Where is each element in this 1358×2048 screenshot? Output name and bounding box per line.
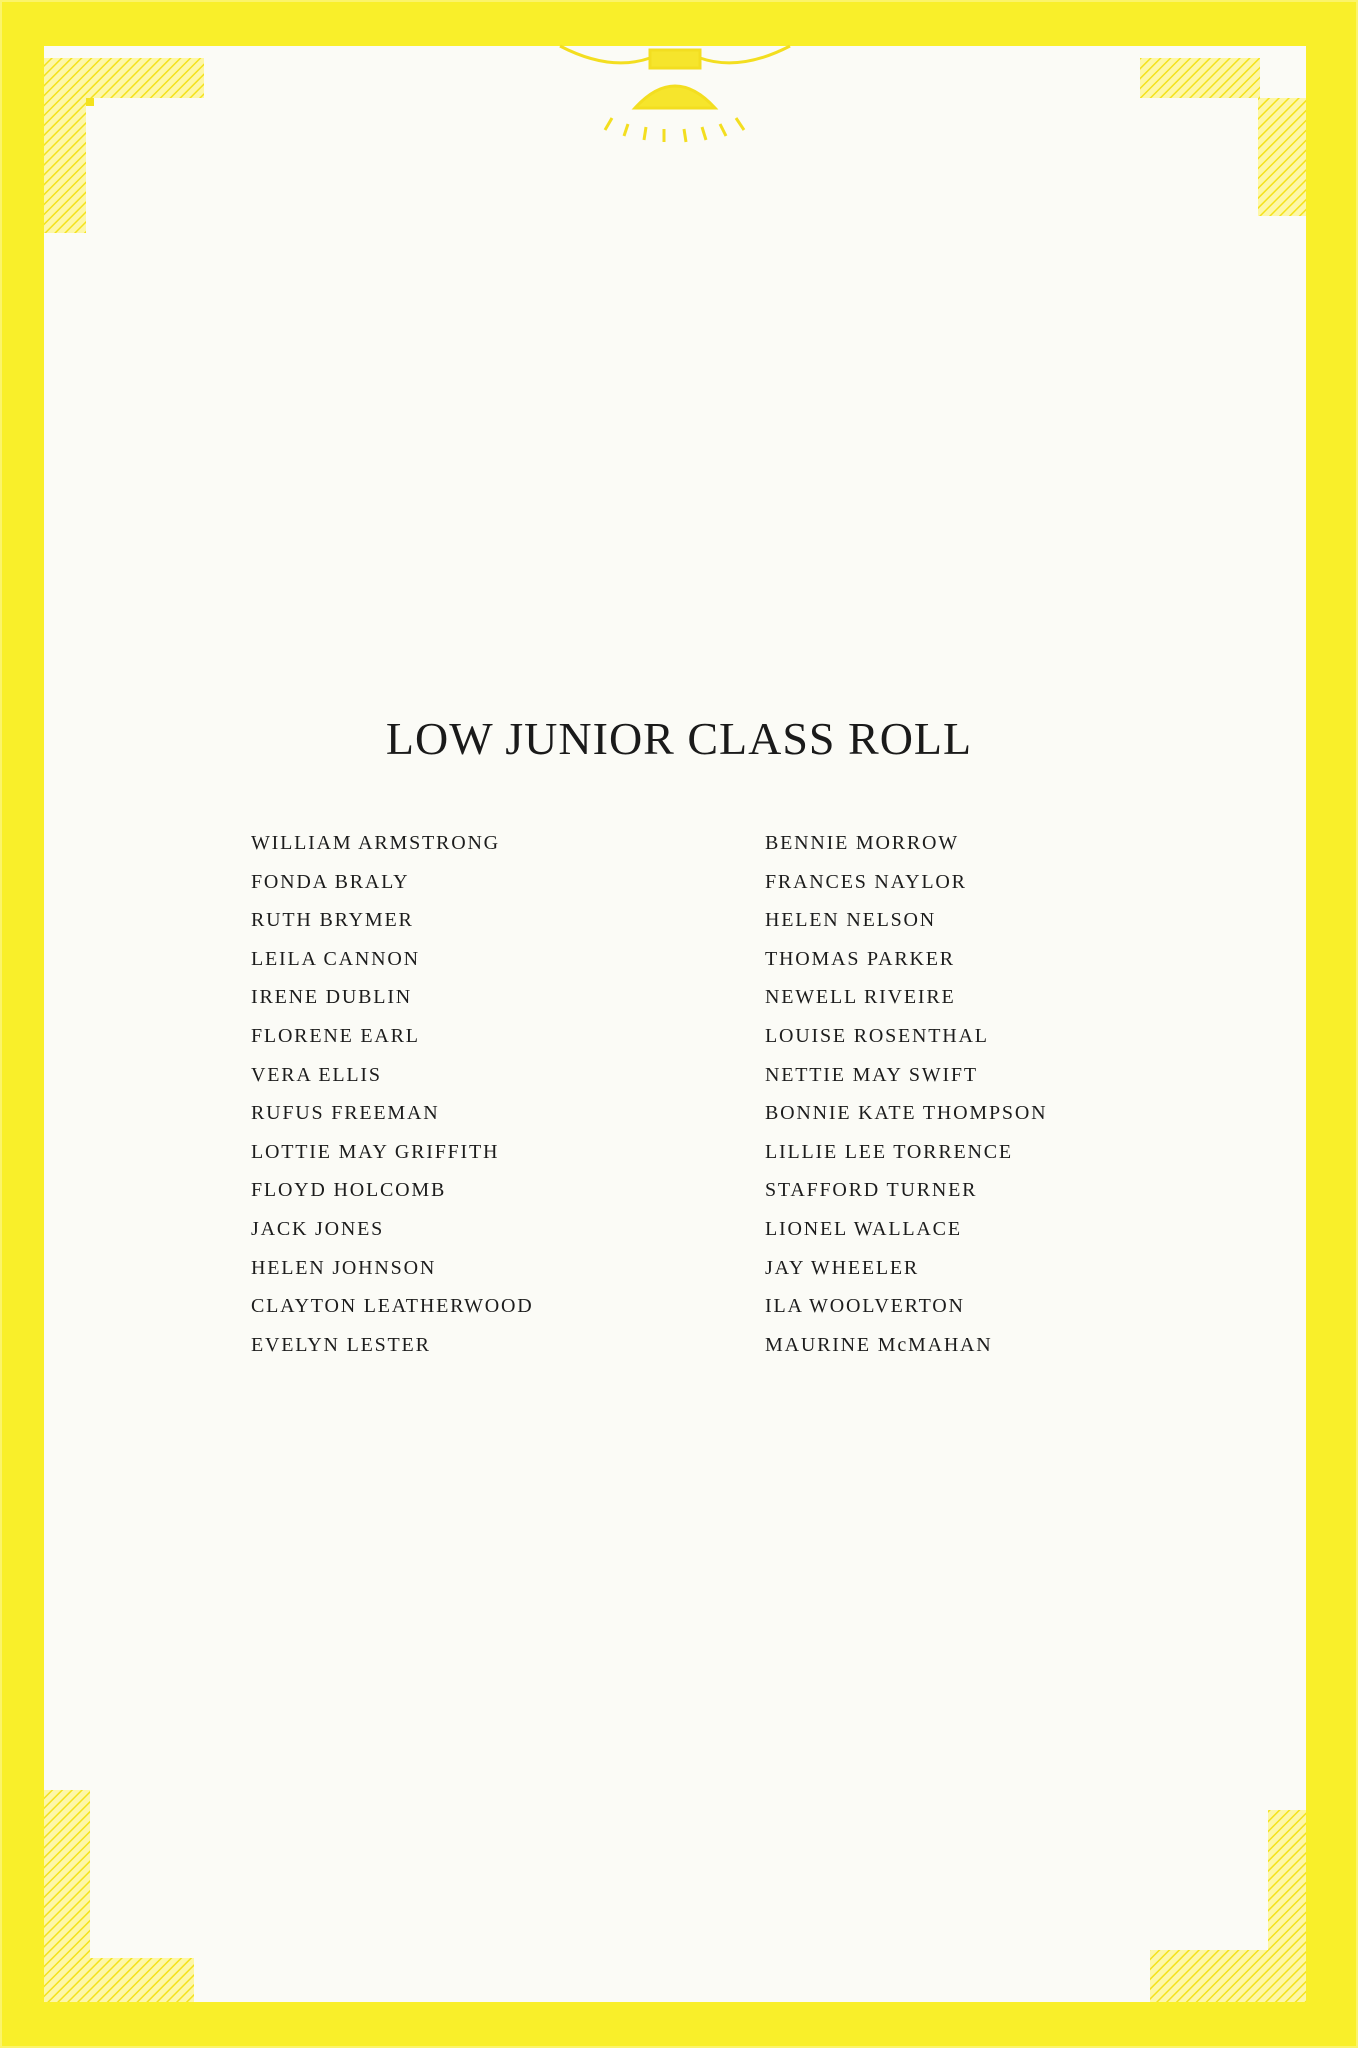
student-name: FRANCES NAYLOR xyxy=(765,870,967,893)
class-roll-right-column xyxy=(765,832,1047,1372)
student-name: BENNIE MORROW xyxy=(765,832,959,854)
student-name: HELEN NELSON xyxy=(765,909,937,932)
student-name: NETTIE MAY SWIFT xyxy=(765,1063,978,1086)
student-name: THOMAS PARKER xyxy=(765,947,955,970)
student-name: RUFUS FREEMAN xyxy=(251,1102,440,1125)
student-name: FLOYD HOLCOMB xyxy=(251,1179,447,1202)
student-name: VERA ELLIS xyxy=(251,1063,382,1086)
student-name: FONDA BRALY xyxy=(251,870,410,893)
student-name: LILLIE LEE TORRENCE xyxy=(765,1140,1013,1163)
student-name: EVELYN LESTER xyxy=(251,1333,431,1356)
student-name: LEILA CANNON xyxy=(251,947,420,970)
student-name: BONNIE KATE THOMPSON xyxy=(765,1102,1048,1125)
student-name: LIONEL WALLACE xyxy=(765,1217,962,1240)
student-name: IRENE DUBLIN xyxy=(251,986,413,1009)
student-name: JACK JONES xyxy=(251,1217,385,1240)
student-name: MAURINE McMAHAN xyxy=(765,1333,993,1356)
student-name: STAFFORD TURNER xyxy=(765,1179,978,1202)
student-name: WILLIAM ARMSTRONG xyxy=(251,832,500,854)
student-name: LOUISE ROSENTHAL xyxy=(765,1024,989,1047)
page-title: LOW JUNIOR CLASS ROLL xyxy=(385,713,973,764)
student-name: NEWELL RIVEIRE xyxy=(765,986,956,1009)
student-name: LOTTIE MAY GRIFFITH xyxy=(251,1140,500,1163)
student-name: CLAYTON LEATHERWOOD xyxy=(251,1295,534,1318)
student-name: JAY WHEELER xyxy=(765,1256,920,1279)
student-name: RUTH BRYMER xyxy=(251,909,414,932)
student-name: HELEN JOHNSON xyxy=(251,1256,437,1279)
class-roll-left-column xyxy=(251,832,534,1372)
student-name: ILA WOOLVERTON xyxy=(765,1295,965,1318)
student-name: FLORENE EARL xyxy=(251,1024,420,1047)
